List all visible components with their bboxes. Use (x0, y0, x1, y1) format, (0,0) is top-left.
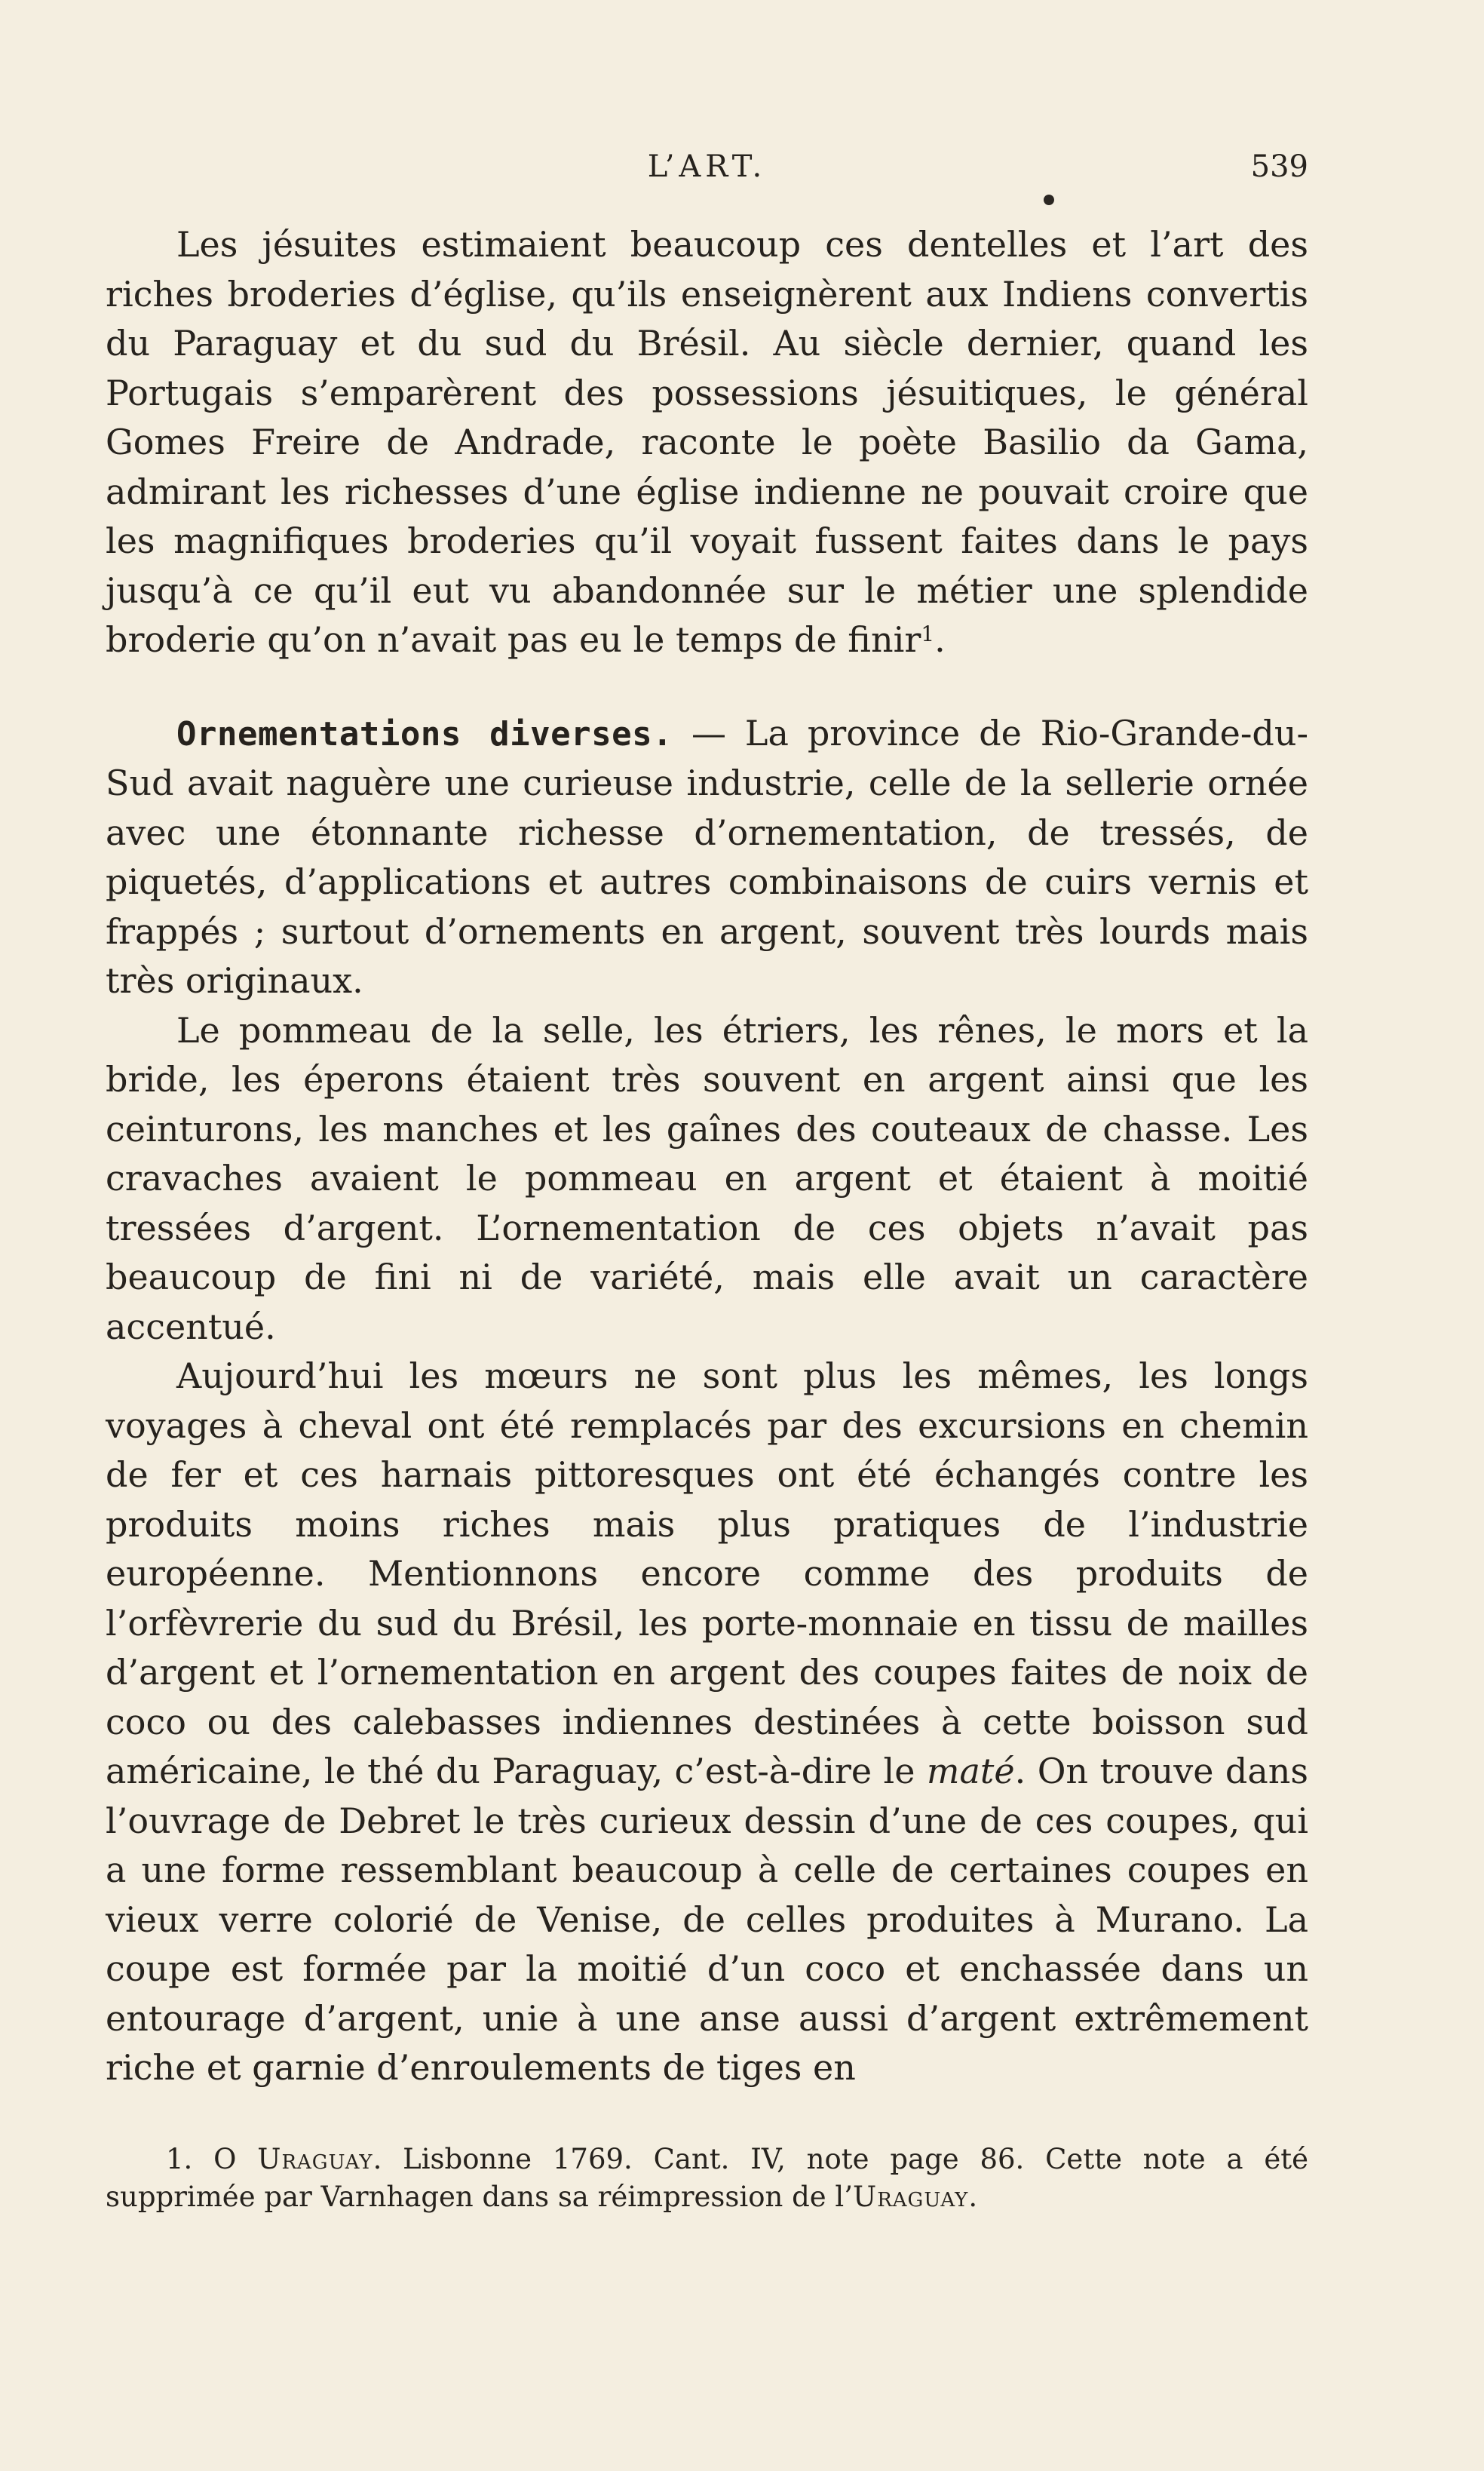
footnote-1 (106, 2141, 1308, 2216)
paragraph-2 (106, 709, 1308, 1006)
paragraph-4-text-b: . On trouve dans l’ouvrage de Debret le très curieux dessin d’une de ces coupes, qui a une forme ressemblant beaucoup à celle de certaines coupes en vieux verre colorié de Venise, de celles produites à Murano. La coupe est formée par la moitié d’un coco et enchassée dans un entourage d’argent, unie à une anse aussi d’argent extrêmement riche et garnie d’enroulements de tiges en (106, 1751, 1308, 2088)
paragraph-1 (106, 220, 1308, 665)
page-header (106, 149, 1308, 195)
footnote-work-prefix: O (213, 2143, 258, 2175)
footnotes (106, 2141, 1308, 2216)
footnote-work-title: Uraguay (257, 2143, 373, 2175)
ink-dot (1044, 195, 1054, 205)
footnote-reference: 1 (921, 622, 935, 646)
paragraph-4 (106, 1352, 1308, 2093)
running-title: L’ART. (647, 149, 767, 184)
section-heading: Ornementations diverses. (176, 714, 673, 754)
footnote-work-title-repeat: Uraguay (853, 2181, 969, 2213)
page-number: 539 (1250, 149, 1308, 184)
paragraph-4-text-a: Aujourd’hui les mœurs ne sont plus les mêmes, les longs voyages à cheval ont été remplacés par des excursions en chemin de fer et ces harnais pittoresques ont été échangés contre les produits moins riches mais plus pratiques de l’industrie européenne. Mentionnons encore comme des produits de l’orfèvrerie du sud du Brésil, les porte-monnaie en tissu de mailles d’argent et l’ornementation en argent des coupes faites de noix de coco ou des calebasses indiennes destinées à cette boisson sud américaine, le thé du Paraguay, c’est-à-dire le (106, 1355, 1308, 1791)
footnote-number: 1. (166, 2143, 193, 2175)
section-gap (106, 665, 1308, 709)
paragraph-4-italic: maté (926, 1751, 1015, 1791)
paragraph-1-end: . (934, 619, 946, 660)
main-text (106, 220, 1308, 2093)
paragraph-1-text: Les jésuites estimaient beaucoup ces dentelles et l’art des riches broderies d’église, qu’ils enseignèrent aux Indiens convertis du Paraguay et du sud du Brésil. Au siècle dernier, quand les Portugais s’emparèrent des possessions jésuitiques, le général Gomes Freire de Andrade, raconte le poète Basilio da Gama, admirant les richesses d’une église indienne ne pouvait croire que les magnifiques broderies qu’il voyait fussent faites dans le pays jusqu’à ce qu’il eut vu abandonnée sur le métier une splendide broderie qu’on n’avait pas eu le temps de finir (106, 224, 1308, 660)
footnote-text: . Lisbonne 1769. Cant. IV, note page 86. Cette note a été supprimée par Varnhagen dans sa réimpression de l’ (106, 2143, 1308, 2213)
paragraph-3: Le pommeau de la selle, les étriers, les rênes, le mors et la bride, les éperons étaient très souvent en argent ainsi que les ceinturons, les manches et les gaînes des couteaux de chasse. Les cravaches avaient le pommeau en argent et étaient à moitié tressées d’argent. L’ornementation de ces objets n’avait pas beaucoup de fini ni de variété, mais elle avait un caractère accentué. (106, 1009, 1308, 1347)
footnote-end: . (968, 2181, 978, 2213)
paragraph-2-text: — La province de Rio-Grande-du-Sud avait naguère une curieuse industrie, celle de la sellerie ornée avec une étonnante richesse d’ornementation, de tressés, de piquetés, d’applications et autres combinaisons de cuirs vernis et frappés ; surtout d’ornements en argent, souvent très lourds mais très originaux. (106, 712, 1309, 1001)
